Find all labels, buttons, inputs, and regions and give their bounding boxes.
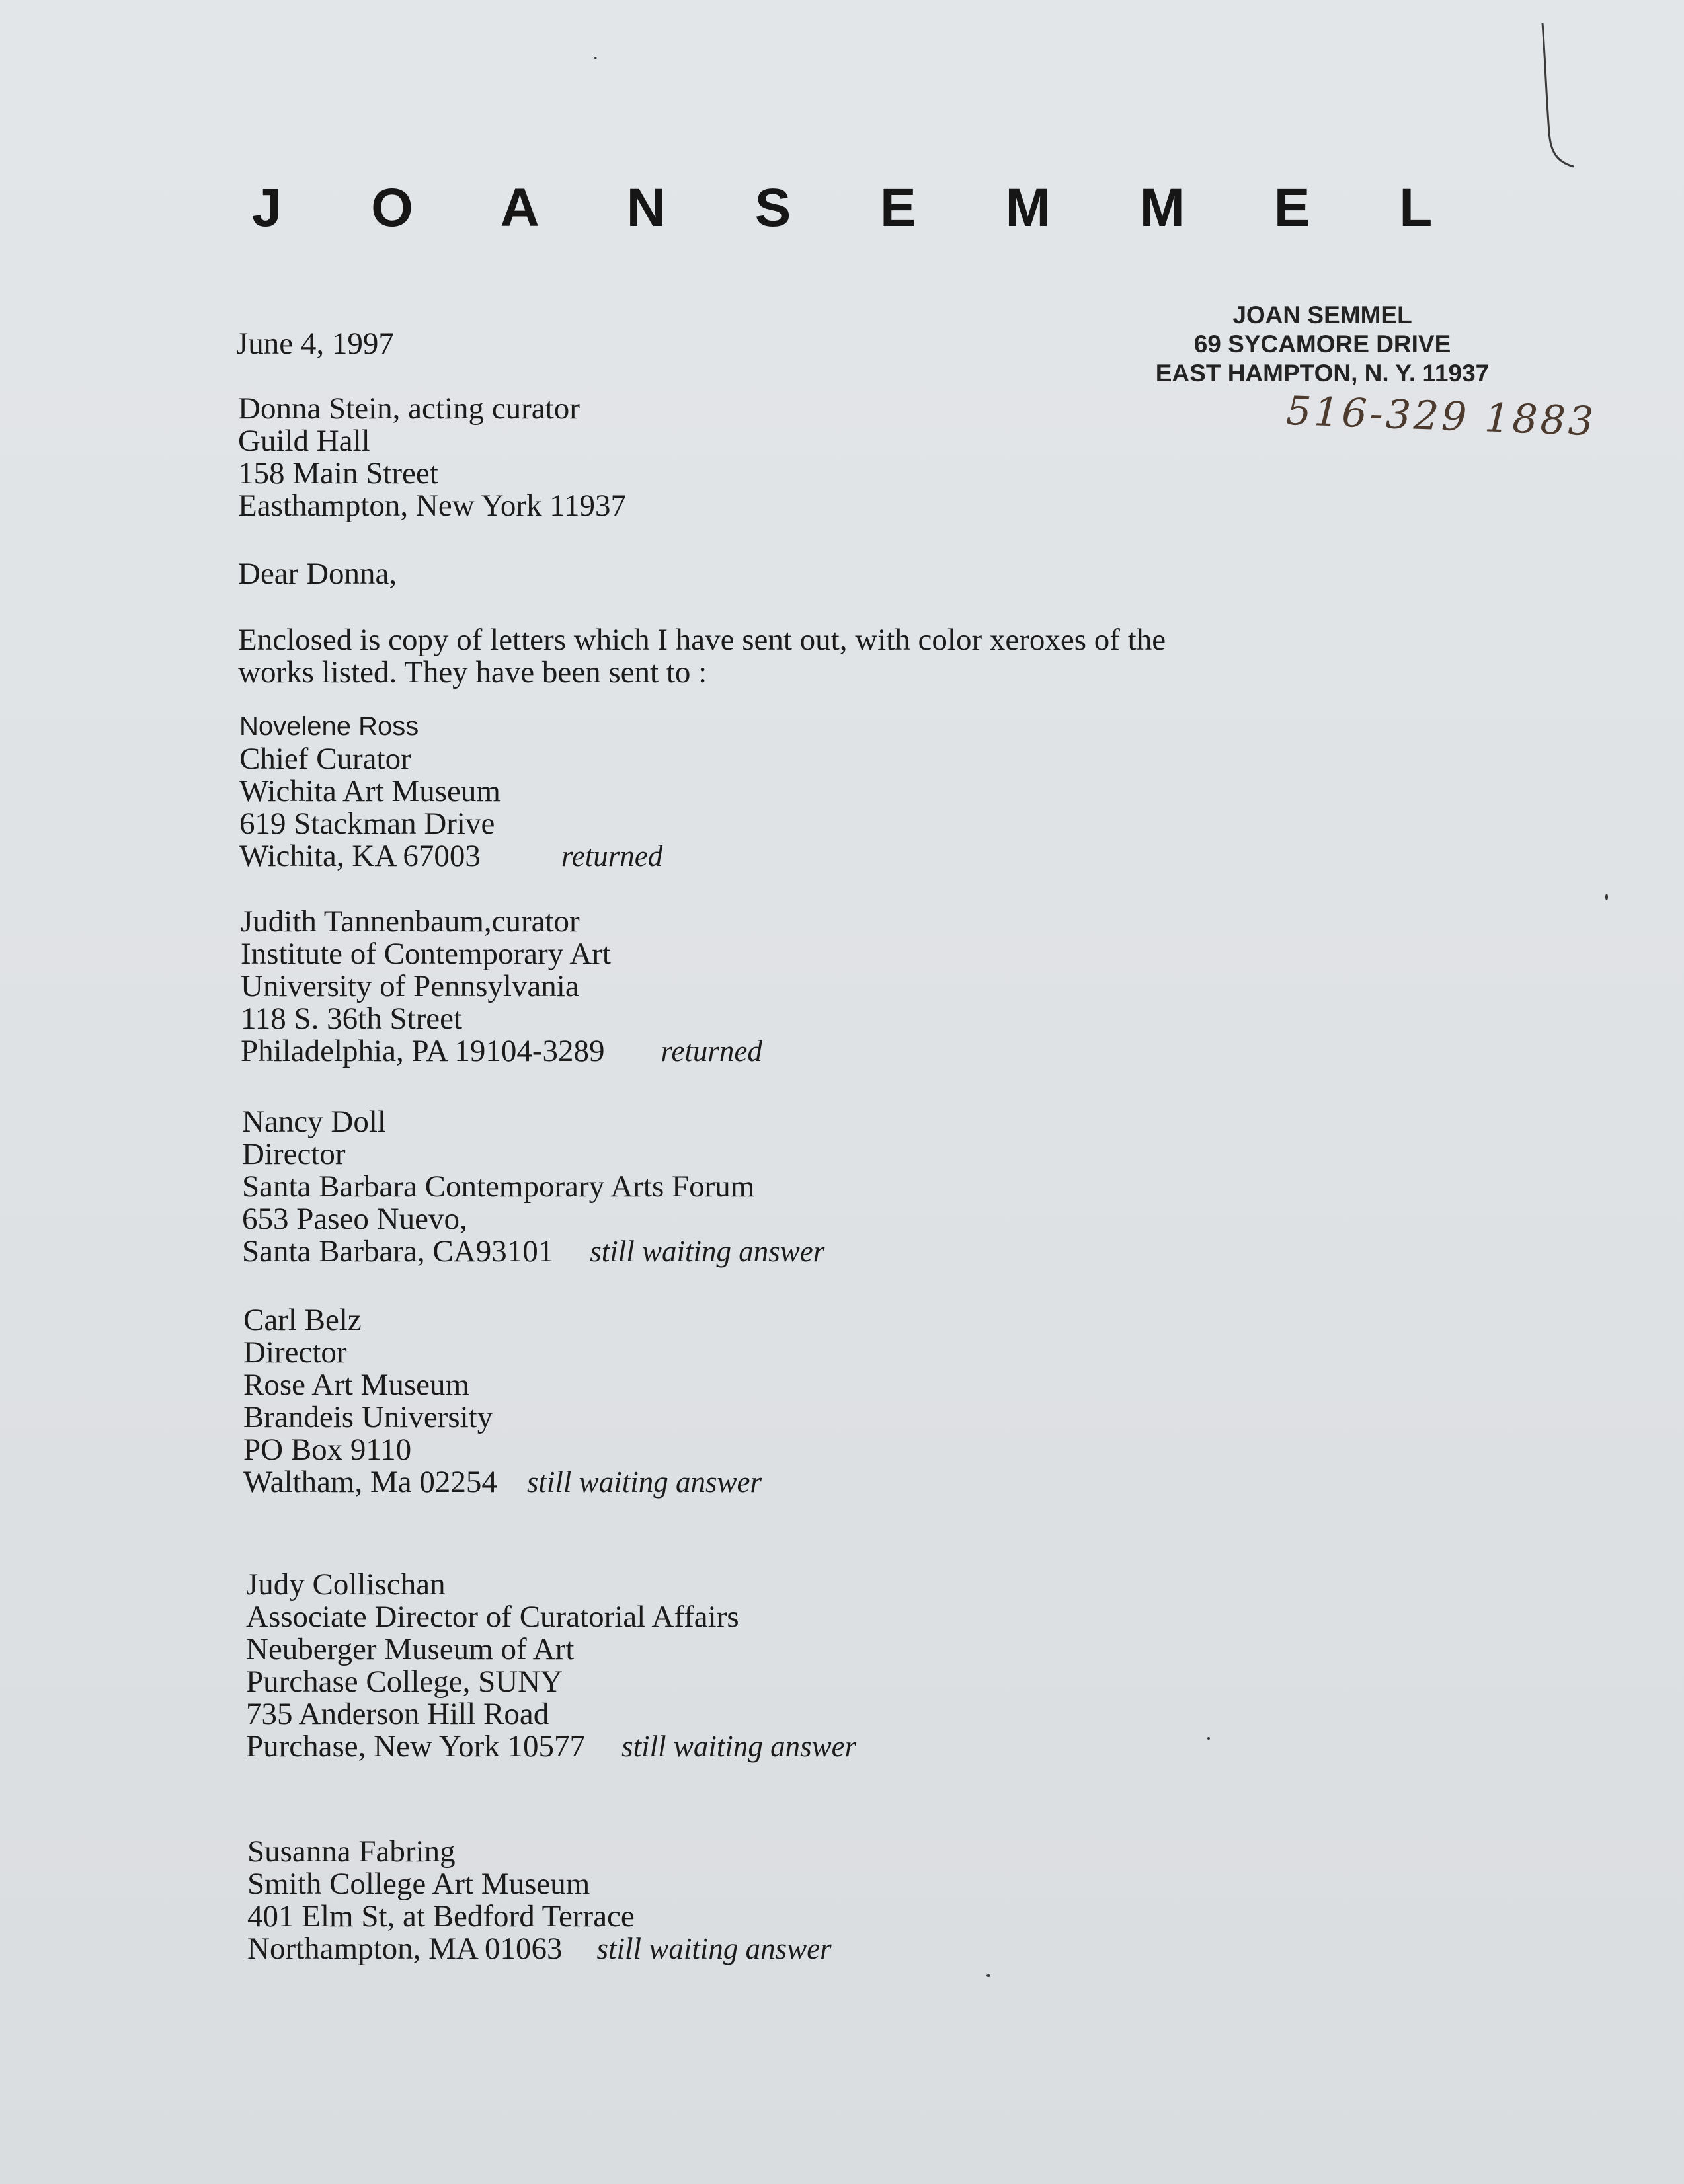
- addressee-line: 653 Paseo Nuevo,: [242, 1202, 467, 1236]
- addressee-line: 118 S. 36th Street: [241, 1001, 463, 1036]
- status-note: still waiting answer: [590, 1235, 825, 1268]
- addressee-name: Nancy Doll: [242, 1105, 386, 1139]
- addressee-name: Carl Belz: [243, 1303, 362, 1337]
- addressee-line: Associate Director of Curatorial Affairs: [246, 1600, 739, 1634]
- addressee-line: Institute of Contemporary Art: [241, 937, 611, 971]
- addressee-block: [243, 1304, 1301, 1499]
- addressee-city: Waltham, Ma 02254: [243, 1465, 497, 1499]
- addressee-line: Santa Barbara Contemporary Arts Forum: [242, 1169, 755, 1204]
- addressee-line: 735 Anderson Hill Road: [246, 1697, 549, 1731]
- addressee-city: Purchase, New York 10577: [246, 1729, 586, 1764]
- addressee-city: Wichita, KA 67003: [239, 839, 481, 873]
- status-note: returned: [661, 1034, 762, 1068]
- paper-speck: [1605, 894, 1608, 900]
- addressee-line: [247, 1933, 1305, 1965]
- addressee-block: [241, 906, 1299, 1068]
- addressee-name: Judy Collischan: [246, 1567, 446, 1602]
- intro-line: Enclosed is copy of letters which I have sent out, with color xeroxes of the: [238, 623, 1166, 657]
- addressee-line: 619 Stackman Drive: [239, 806, 495, 841]
- addressee-line: Chief Curator: [239, 742, 411, 776]
- intro-line: works listed. They have been sent to :: [238, 655, 707, 689]
- pencil-mark: [1537, 20, 1577, 172]
- addressee-line: [239, 840, 1297, 873]
- addressee-line: Director: [243, 1335, 347, 1370]
- addressee-line: [242, 1235, 1300, 1268]
- addressee-line: Director: [242, 1137, 346, 1171]
- addressee-block: [247, 1836, 1305, 1965]
- addressee-line: 401 Elm St, at Bedford Terrace: [247, 1899, 635, 1933]
- addressee-city: Philadelphia, PA 19104-3289: [241, 1034, 605, 1068]
- status-note: still waiting answer: [526, 1465, 762, 1499]
- addressee-line: Neuberger Museum of Art: [246, 1632, 575, 1666]
- addressee-line: Purchase College, SUNY: [246, 1664, 563, 1699]
- addressee-line: [246, 1731, 1304, 1763]
- status-note: returned: [561, 839, 663, 873]
- addressee-name: Susanna Fabring: [247, 1834, 456, 1869]
- addressee-line: Wichita Art Museum: [239, 774, 501, 808]
- paper-speck: [986, 1974, 990, 1977]
- recipient-line: Easthampton, New York 11937: [238, 488, 627, 523]
- stamp-line-street: 69 SYCAMORE DRIVE: [1193, 331, 1451, 358]
- addressee-block: [242, 1106, 1300, 1268]
- addressee-city: Northampton, MA 01063: [247, 1931, 563, 1966]
- addressee-name: Judith Tannenbaum,curator: [241, 904, 580, 939]
- addressee-line: Smith College Art Museum: [247, 1867, 590, 1901]
- paper-speck: [1207, 1737, 1210, 1740]
- addressee-block: [239, 711, 1297, 873]
- addressee-block: [246, 1569, 1304, 1763]
- status-note: still waiting answer: [621, 1730, 857, 1763]
- addressee-city: Santa Barbara, CA93101: [242, 1234, 554, 1268]
- addressee-name: Novelene Ross: [239, 712, 419, 741]
- addressee-line: [243, 1466, 1301, 1499]
- addressee-line: Rose Art Museum: [243, 1368, 470, 1402]
- paper-speck: [594, 57, 597, 59]
- addressee-line: Brandeis University: [243, 1400, 493, 1434]
- addressee-line: PO Box 9110: [243, 1432, 412, 1467]
- addressee-line: University of Pennsylvania: [241, 969, 579, 1003]
- greeting: Dear Donna,: [238, 557, 397, 591]
- addressee-line: [241, 1035, 1299, 1068]
- intro-paragraph: [238, 624, 1166, 689]
- recipient-line: Guild Hall: [238, 424, 370, 458]
- stamp-line-name: JOAN SEMMEL: [1232, 301, 1412, 329]
- stamp-line-city: EAST HAMPTON, N. Y. 11937: [1155, 360, 1490, 387]
- recipient-line: Donna Stein, acting curator: [238, 391, 580, 426]
- letterhead-name: J O A N S E M M E L: [251, 178, 1470, 238]
- address-stamp: [1150, 301, 1494, 388]
- recipient-address: [238, 393, 626, 522]
- status-note: still waiting answer: [596, 1932, 832, 1965]
- recipient-line: 158 Main Street: [238, 456, 438, 490]
- letter-date: June 4, 1997: [236, 327, 394, 361]
- handwritten-phone: 516-329 1883: [1285, 387, 1597, 446]
